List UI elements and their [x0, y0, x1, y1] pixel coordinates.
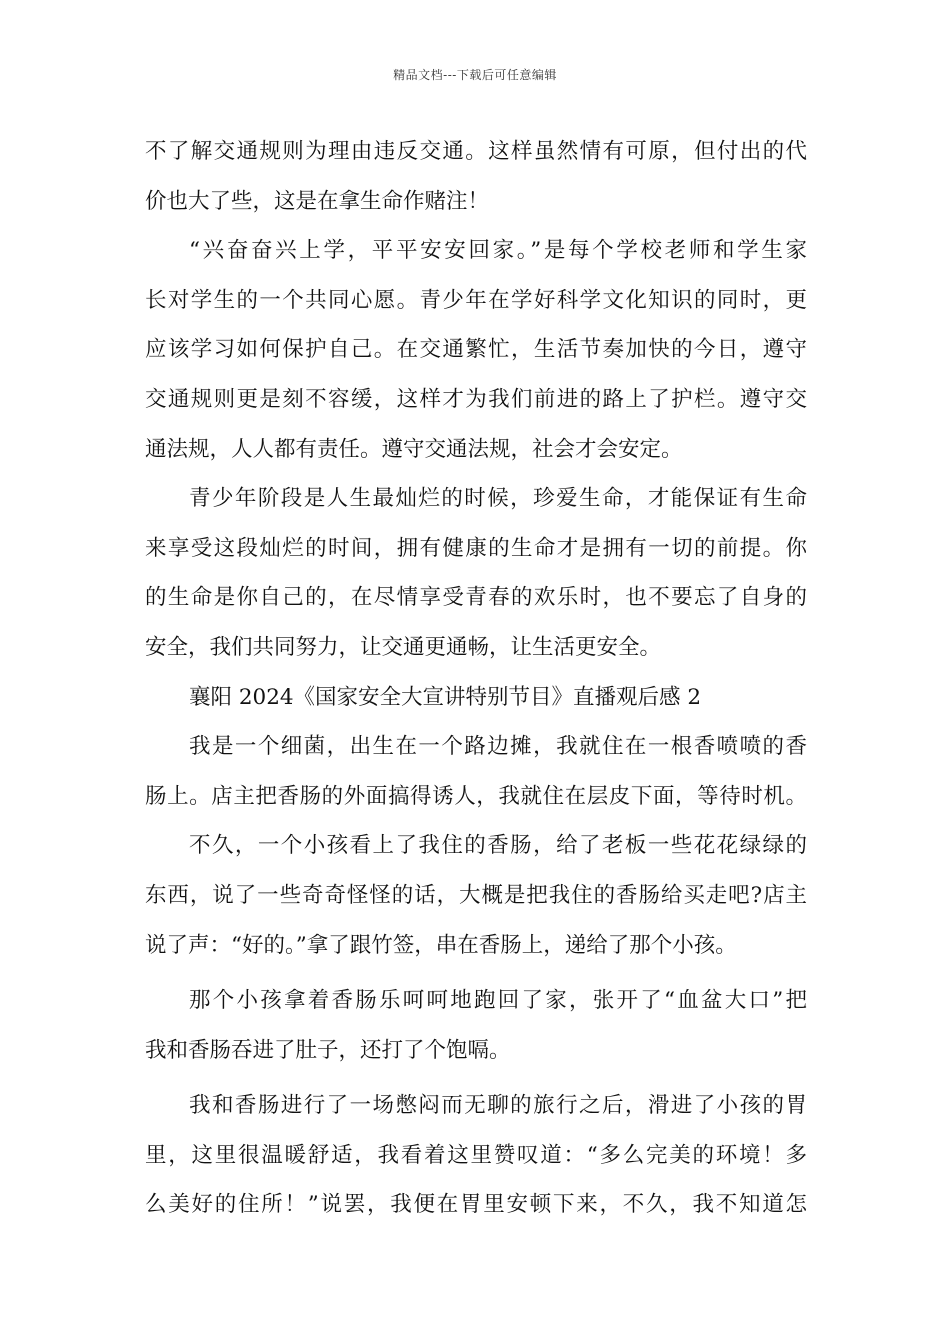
body-text	[145, 127, 807, 1230]
text-line: 不了解交通规则为理由违反交通。这样虽然情有可原，但付出的代	[145, 139, 807, 164]
text-line: 襄阳 2024《国家安全大宣讲特别节目》直播观后感 2	[189, 684, 702, 710]
text-line: 安全，我们共同努力，让交通更通畅，让生活更安全。	[145, 634, 662, 660]
text-line: 价也大了些，这是在拿生命作赌注！	[145, 188, 490, 214]
text-line: 说了声：“好的。”拿了跟竹签，串在香肠上，递给了那个小孩。	[145, 932, 737, 958]
text-line: “兴奋奋兴上学，平平安安回家。”是每个学校老师和学生家	[189, 238, 807, 264]
text-line: 的生命是你自己的，在尽情享受青春的欢乐时，也不要忘了自身的	[145, 585, 807, 611]
text-line: 我和香肠吞进了肚子，还打了个饱嗝。	[145, 1037, 511, 1063]
text-line: 么美好的住所！”说罢，我便在胃里安顿下来，不久，我不知道怎	[145, 1192, 807, 1218]
text-line: 通法规，人人都有责任。遵守交通法规，社会才会安定。	[145, 436, 683, 462]
text-line: 交通规则更是刻不容缓，这样才为我们前进的路上了护栏。遵守交	[145, 386, 807, 412]
text-line: 我是一个细菌，出生在一个路边摊，我就住在一根香喷喷的香	[189, 734, 807, 760]
text-line: 肠上。店主把香肠的外面搞得诱人，我就住在层皮下面，等待时机。	[145, 783, 807, 809]
text-line: 东西，说了一些奇奇怪怪的话，大概是把我住的香肠给买走吧?店主	[145, 882, 807, 908]
page-header: 精品文档---下载后可任意编辑	[393, 68, 557, 82]
text-line: 里，这里很温暖舒适，我看着这里赞叹道：“多么完美的环境！多	[145, 1142, 807, 1168]
text-line: 我和香肠进行了一场憋闷而无聊的旅行之后，滑进了小孩的胃	[189, 1093, 807, 1119]
text-line: 来享受这段灿烂的时间，拥有健康的生命才是拥有一切的前提。你	[145, 535, 807, 561]
text-line: 青少年阶段是人生最灿烂的时候，珍爱生命，才能保证有生命	[189, 486, 807, 512]
text-line: 应该学习如何保护自己。在交通繁忙，生活节奏加快的今日，遵守	[145, 337, 807, 363]
text-line: 不久，一个小孩看上了我住的香肠，给了老板一些花花绿绿的	[189, 833, 807, 859]
text-line: 那个小孩拿着香肠乐呵呵地跑回了家，张开了“血盆大口”把	[189, 988, 807, 1014]
text-line: 长对学生的一个共同心愿。青少年在学好科学文化知识的同时，更	[145, 287, 807, 313]
